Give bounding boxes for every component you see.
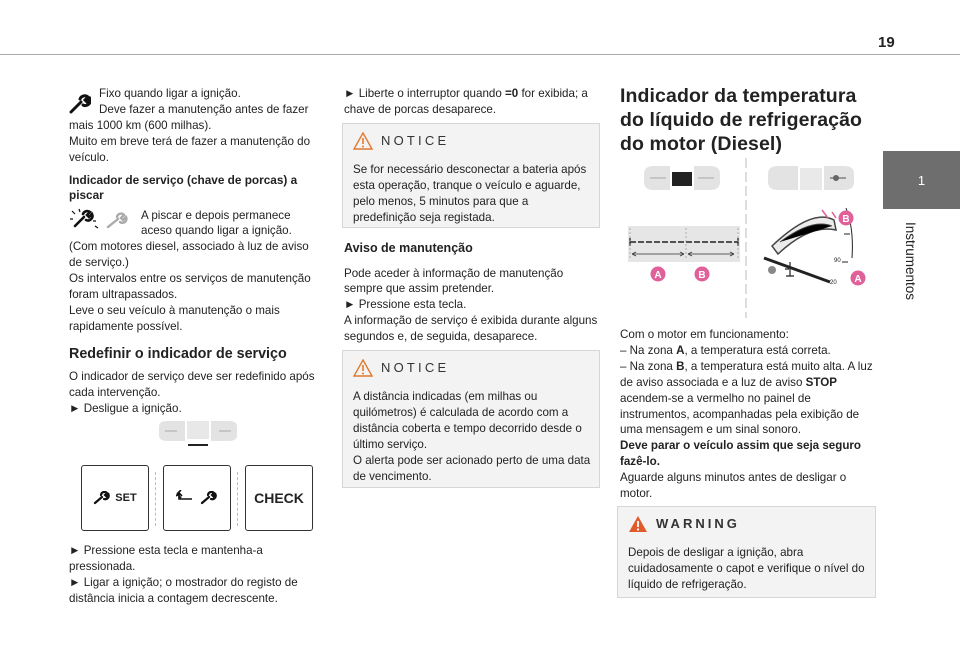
- text-zone-a-2: A: [676, 343, 685, 357]
- gauge-label-b: B: [842, 214, 850, 225]
- warning-icon: [628, 515, 648, 533]
- column-1-bottom: [69, 543, 323, 607]
- warning-outline-icon: [353, 359, 373, 377]
- notice-title-1: NOTICE: [381, 133, 450, 149]
- text-zone-b: [620, 359, 874, 439]
- section-heading-reset: Redefinir o indicador de serviço: [69, 345, 287, 362]
- text-zone-b-3: , a temperatura está muito alta. A luz de aviso associada e a luz de aviso: [620, 359, 873, 389]
- text-p1: Fixo quando ligar a ignição.: [99, 87, 241, 100]
- text-stop-vehicle: Deve parar o veículo assim que seja seguro fazê-lo.: [620, 439, 862, 469]
- text-p11: ► Desligue a ignição.: [69, 401, 182, 415]
- page-number: 19: [878, 34, 895, 51]
- column-2-top: [344, 86, 600, 118]
- text-p5: Aguarde alguns minutos antes de desligar o motor.: [620, 471, 847, 501]
- text-p4: Muito em breve terá de fazer a manutenção do veículo.: [69, 134, 311, 164]
- check-button-label: CHECK: [254, 490, 304, 506]
- text-release-a: ► Liberte o interruptor quando: [344, 87, 506, 100]
- text-p9: Leve o seu veículo à manutenção o mais rapidamente possível.: [69, 303, 280, 333]
- wrench-icon: [200, 491, 218, 505]
- text-p13: ► Ligar a ignição; o mostrador do registo de distância inicia a contagem decrescente.: [69, 575, 298, 605]
- text-p4: A informação de serviço é exibida durante alguns segundos e, de seguida, desaparece.: [344, 314, 598, 344]
- text-zone-b-5: acendem-se a vermelho no painel de instrumentos, acompanhadas pela exibição de uma mensagem e um sinal sonoro.: [620, 391, 860, 437]
- warning-outline-icon: [353, 132, 373, 150]
- text-zone-a-3: , a temperatura está correta.: [684, 343, 831, 357]
- text-zone-b-2: B: [676, 359, 685, 373]
- text-p8: Os intervalos entre os serviços de manutenção foram ultrapassados.: [69, 272, 311, 302]
- text-zone-b-1: – Na zona: [620, 359, 677, 373]
- column-2-mid: [344, 241, 600, 345]
- text-release-b: =0: [505, 87, 519, 100]
- warning-title: WARNING: [656, 516, 740, 532]
- gauge-label-a: A: [854, 274, 862, 285]
- set-button-label: SET: [115, 492, 137, 504]
- gauge-value-90: 90: [834, 258, 841, 264]
- coolant-gauge-illustration: [622, 158, 872, 318]
- text-p7: (Com motores diesel, associado à luz de aviso de serviço.): [69, 240, 309, 270]
- text-release-c: for exibida; a chave de porcas desaparece.: [344, 87, 588, 116]
- flashing-wrench-icon: [69, 208, 99, 230]
- wrench-icon: [69, 94, 91, 114]
- zone-label-a: A: [654, 270, 662, 281]
- section-title-coolant: Indicador da temperatura do líquido de refrigeração do motor (Diesel): [620, 85, 863, 155]
- warning-box: [617, 506, 876, 598]
- notice-box-2: [342, 350, 600, 488]
- text-p10: O indicador de serviço deve ser redefinido após cada intervenção.: [69, 369, 315, 399]
- text-p1: Com o motor em funcionamento:: [620, 328, 789, 341]
- text-p5: A piscar e depois permanece: [141, 208, 291, 222]
- chapter-tab[interactable]: 1: [883, 151, 960, 209]
- zone-label-b: B: [698, 270, 706, 281]
- text-zone-b-4: STOP: [805, 375, 837, 389]
- text-zone-a-1: – Na zona: [620, 343, 677, 357]
- text-p6: aceso quando ligar a ignição.: [141, 224, 292, 238]
- column-1: [69, 86, 323, 417]
- text-p12: ► Pressione esta tecla e mantenha-a pressionada.: [69, 544, 263, 573]
- wrench-icon: [93, 491, 111, 505]
- text-zone-a: [620, 343, 874, 359]
- notice-box-1: [342, 123, 600, 228]
- text-p3: mais 1000 km (600 milhas).: [69, 118, 212, 132]
- warning-text: Depois de desligar a ignição, abra cuidadosamente o capot e verifique o nível do líquido de refrigeração.: [628, 546, 865, 591]
- section-heading-flashing: Indicador de serviço (chave de porcas) a piscar: [69, 172, 298, 203]
- button-divider: [237, 472, 239, 526]
- section-heading-maintenance: Aviso de manutenção: [344, 241, 473, 255]
- column-3-title: [620, 84, 880, 156]
- notice-title-2: NOTICE: [381, 360, 450, 376]
- trip-reset-button[interactable]: [163, 465, 231, 531]
- header-rule: [0, 54, 960, 55]
- chapter-label: Instrumentos: [903, 222, 918, 301]
- notice-text-1: Se for necessário desconectar a bateria após esta operação, tranque o veículo e aguarde, pelo menos, 5 minutos para que a predefinição seja registada.: [353, 163, 587, 224]
- text-p3: ► Pressione esta tecla.: [344, 298, 467, 312]
- notice-text-2: A distância indicadas (em milhas ou quilómetros) é calculada de acordo com a distância coberta e tempo decorrido desde o último serviço.: [353, 390, 582, 451]
- notice-text-2b: O alerta pode ser acionado perto de uma data de vencimento.: [353, 453, 591, 483]
- text-p2: Deve fazer a manutenção antes de fazer: [99, 102, 309, 116]
- gauge-value-20: 20: [830, 280, 837, 286]
- check-button[interactable]: [245, 465, 313, 531]
- column-3-body: [620, 327, 874, 502]
- wrench-outline-icon: [105, 212, 135, 230]
- set-button[interactable]: [81, 465, 149, 531]
- text-release: [344, 86, 600, 118]
- button-divider: [155, 472, 157, 526]
- return-arrow-icon: [176, 490, 196, 506]
- dashboard-illustration: [155, 417, 241, 453]
- text-p2: Pode aceder à informação de manutenção sempre que assim pretender.: [344, 266, 564, 296]
